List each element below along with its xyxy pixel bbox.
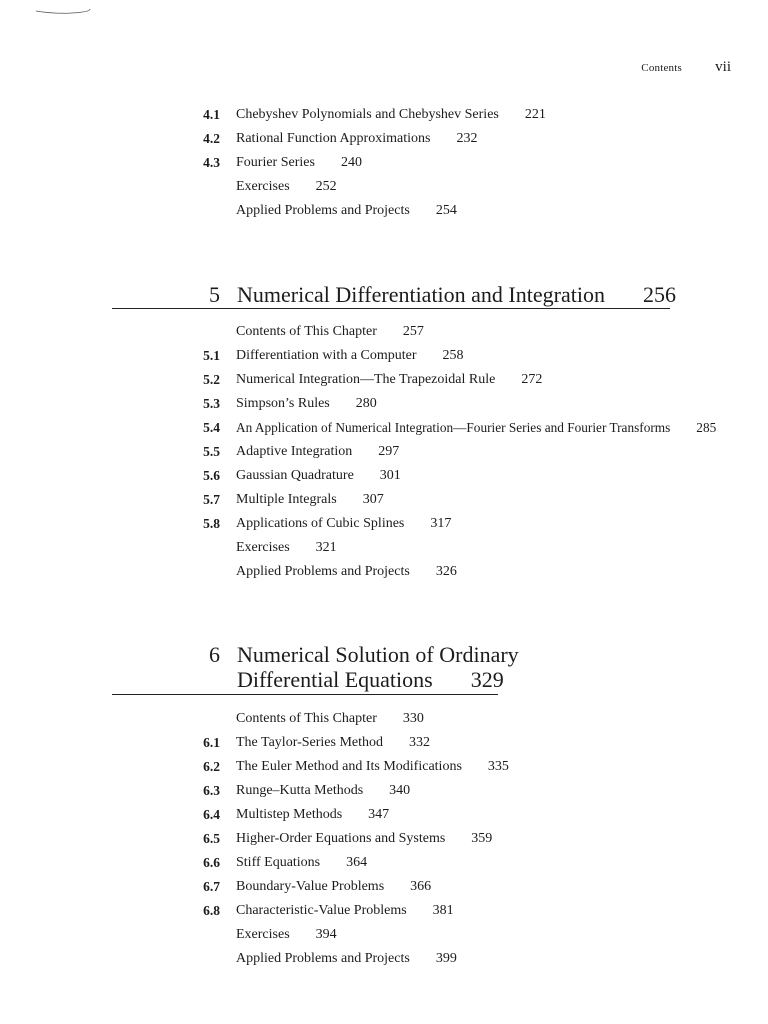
toc-entry[interactable] <box>0 560 768 584</box>
chapter-number: 6 <box>209 642 220 667</box>
section-number: 6.6 <box>203 855 220 870</box>
toc-entry[interactable] <box>0 392 768 416</box>
section-title: The Euler Method and Its Modifications 335 <box>236 759 509 774</box>
toc-entry[interactable] <box>0 344 768 368</box>
section-number: 5.6 <box>203 468 220 483</box>
section-number: 4.2 <box>203 131 220 146</box>
toc-entry[interactable] <box>0 464 768 488</box>
section-title: Multiple Integrals 307 <box>236 492 384 507</box>
section-page: 332 <box>409 735 430 750</box>
section-number: 5.4 <box>203 420 220 435</box>
section-page: 285 <box>696 420 717 435</box>
chapter-title: Numerical Differentiation and Integration 256 <box>237 282 676 307</box>
toc-entry[interactable] <box>0 731 768 755</box>
section-number: 5.7 <box>203 492 220 507</box>
toc-block-chapter6 <box>0 707 768 971</box>
toc-entry[interactable] <box>0 779 768 803</box>
toc-entry[interactable] <box>0 803 768 827</box>
toc-entry[interactable] <box>0 707 768 731</box>
chapter-title-line1: Numerical Solution of Ordinary <box>237 642 519 667</box>
section-page: 280 <box>355 396 377 411</box>
section-title: Exercises 252 <box>236 179 337 194</box>
toc-entry[interactable] <box>0 368 768 392</box>
section-number: 5.5 <box>203 444 220 459</box>
section-title: Applied Problems and Projects 326 <box>236 564 457 579</box>
section-number: 5.2 <box>203 372 220 387</box>
section-page: 258 <box>442 348 464 363</box>
toc-entry[interactable] <box>0 320 768 344</box>
section-title: Chebyshev Polynomials and Chebyshev Series 221 <box>236 107 546 122</box>
toc-entry[interactable] <box>0 875 768 899</box>
section-page: 321 <box>315 540 337 555</box>
toc-entry[interactable] <box>0 827 768 851</box>
section-title: Exercises 321 <box>236 540 337 555</box>
section-page: 301 <box>379 468 401 483</box>
section-number: 6.8 <box>203 903 220 918</box>
running-head-label: Contents <box>641 62 682 74</box>
toc-entry[interactable] <box>0 488 768 512</box>
section-title: Multistep Methods 347 <box>236 807 390 822</box>
section-page: 254 <box>435 203 457 218</box>
toc-entry[interactable] <box>0 536 768 560</box>
section-title: Numerical Integration—The Trapezoidal Rule 272 <box>236 372 543 387</box>
section-title: Runge–Kutta Methods 340 <box>236 783 411 798</box>
toc-entry[interactable] <box>0 416 768 440</box>
chapter-page: 329 <box>470 667 504 692</box>
section-number: 6.3 <box>203 783 220 798</box>
section-page: 297 <box>378 444 400 459</box>
chapter-rule <box>112 308 670 309</box>
section-number: 6.4 <box>203 807 220 822</box>
section-title: Contents of This Chapter 257 <box>236 324 424 339</box>
toc-entry[interactable] <box>0 440 768 464</box>
section-number: 6.5 <box>203 831 220 846</box>
running-head-page-number: vii <box>715 59 731 75</box>
section-title: Characteristic-Value Problems 381 <box>236 903 454 918</box>
section-title: Adaptive Integration 297 <box>236 444 400 459</box>
chapter-number: 5 <box>209 282 220 307</box>
section-page: 381 <box>432 903 454 918</box>
section-page: 335 <box>487 759 509 774</box>
section-title: The Taylor-Series Method 332 <box>236 735 430 750</box>
section-title: Differentiation with a Computer 258 <box>236 348 464 363</box>
section-page: 394 <box>315 927 337 942</box>
section-number: 6.7 <box>203 879 220 894</box>
section-title: Applications of Cubic Splines 317 <box>236 516 452 531</box>
section-number: 6.2 <box>203 759 220 774</box>
section-page: 257 <box>402 324 424 339</box>
scan-artifact-mark <box>34 6 94 18</box>
toc-entry[interactable] <box>0 151 768 175</box>
section-title: Rational Function Approximations 232 <box>236 131 478 146</box>
section-page: 240 <box>340 155 362 170</box>
section-title: Applied Problems and Projects 399 <box>236 951 457 966</box>
toc-entry[interactable] <box>0 512 768 536</box>
chapter-title-line2: Differential Equations 329 <box>237 667 504 692</box>
section-page: 232 <box>456 131 478 146</box>
section-page: 317 <box>430 516 452 531</box>
section-title: Simpson’s Rules 280 <box>236 396 377 411</box>
section-number: 4.3 <box>203 155 220 170</box>
chapter-page: 256 <box>642 282 676 307</box>
section-page: 359 <box>471 831 493 846</box>
section-number: 5.3 <box>203 396 220 411</box>
section-page: 330 <box>402 711 424 726</box>
toc-entry[interactable] <box>0 127 768 151</box>
toc-entry[interactable] <box>0 923 768 947</box>
section-title: Fourier Series 240 <box>236 155 362 170</box>
section-title: Exercises 394 <box>236 927 337 942</box>
section-title: Stiff Equations 364 <box>236 855 368 870</box>
section-page: 399 <box>435 951 457 966</box>
section-number: 5.8 <box>203 516 220 531</box>
section-title: Contents of This Chapter 330 <box>236 711 424 726</box>
section-page: 347 <box>368 807 390 822</box>
section-page: 340 <box>389 783 411 798</box>
section-page: 366 <box>410 879 432 894</box>
section-title: Applied Problems and Projects 254 <box>236 203 457 218</box>
section-title: An Application of Numerical Integration—Fourier Series and Fourier Transforms 285 <box>236 420 717 435</box>
section-title: Higher-Order Equations and Systems 359 <box>236 831 493 846</box>
section-number: 6.1 <box>203 735 220 750</box>
section-page: 252 <box>315 179 337 194</box>
section-page: 364 <box>346 855 368 870</box>
toc-entry[interactable] <box>0 103 768 127</box>
section-title: Boundary-Value Problems 366 <box>236 879 432 894</box>
section-page: 272 <box>521 372 543 387</box>
toc-entry[interactable] <box>0 175 768 199</box>
toc-entry[interactable] <box>0 199 768 223</box>
toc-entry[interactable] <box>0 947 768 971</box>
section-page: 221 <box>524 107 546 122</box>
toc-block-chapter5 <box>0 320 768 584</box>
chapter-rule <box>112 694 498 695</box>
section-title: Gaussian Quadrature 301 <box>236 468 401 483</box>
toc-block-chapter4-continued <box>0 103 768 223</box>
section-page: 307 <box>362 492 384 507</box>
section-page: 326 <box>435 564 457 579</box>
running-head <box>0 60 768 80</box>
section-number: 4.1 <box>203 107 220 122</box>
section-number: 5.1 <box>203 348 220 363</box>
toc-entry[interactable] <box>0 755 768 779</box>
toc-entry[interactable] <box>0 899 768 923</box>
toc-entry[interactable] <box>0 851 768 875</box>
